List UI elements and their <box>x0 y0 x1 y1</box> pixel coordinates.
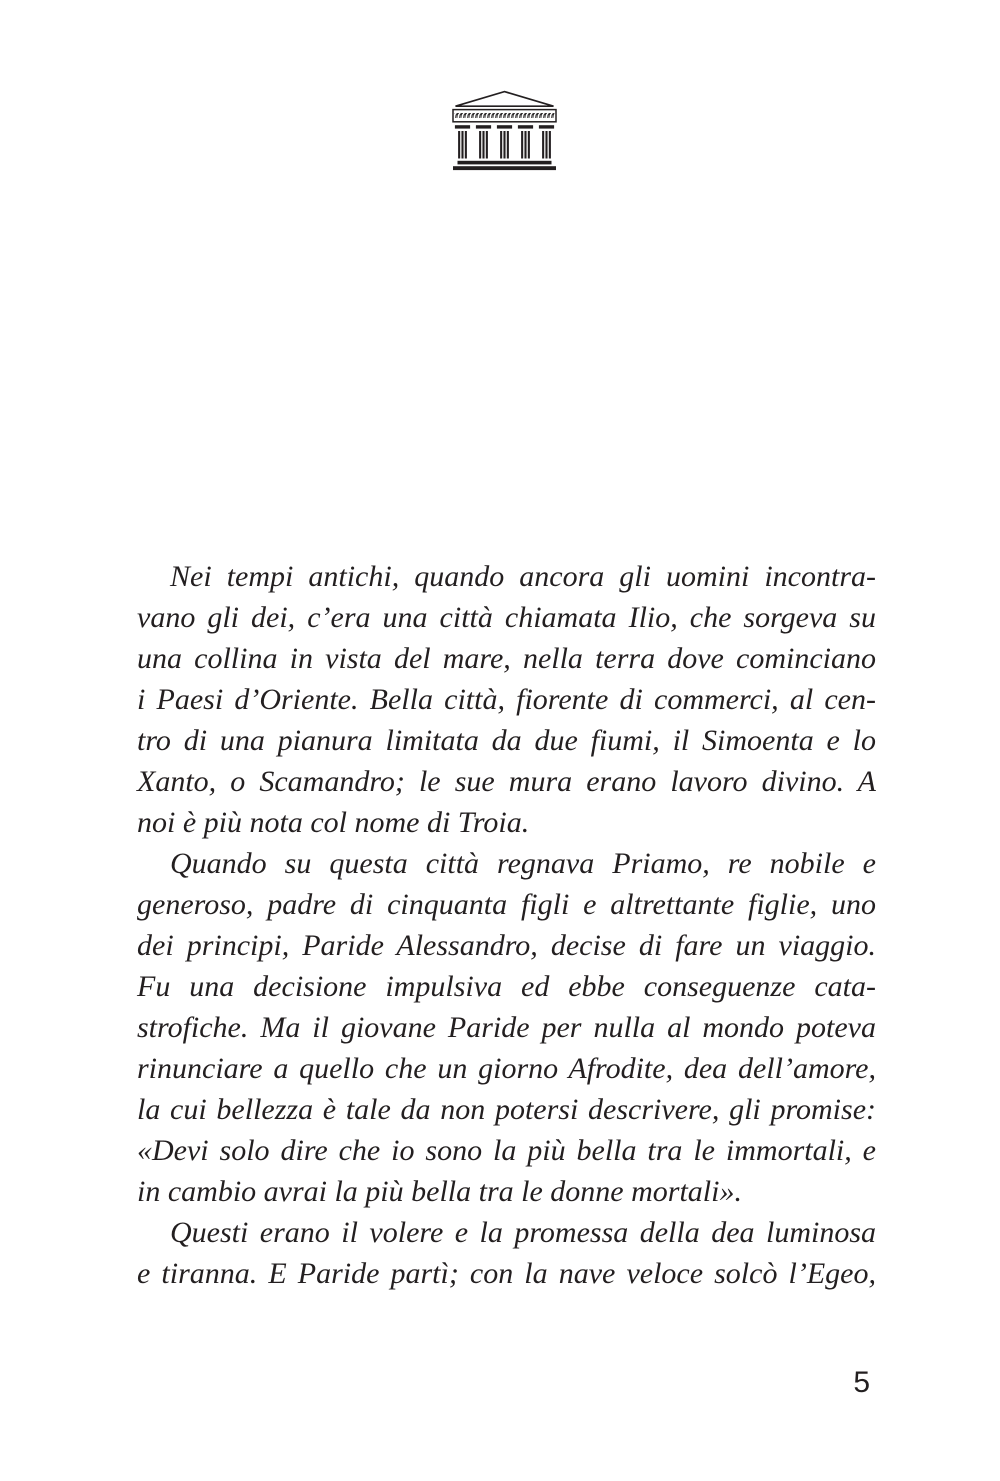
paragraph <box>137 556 876 843</box>
temple-icon <box>451 90 558 172</box>
text-line: Quando su questa città regnava Priamo, re nobile e <box>170 847 876 880</box>
text-line: tro di una pianura limitata da due fiumi, il Simoenta e lo <box>137 724 876 757</box>
text-line: «Devi solo dire che io sono la più bella tra le immortali, e <box>137 1134 876 1167</box>
text-line: Fu una decisione impulsiva ed ebbe conseguenze cata- <box>137 970 876 1003</box>
text-line: noi è più nota col nome di Troia. <box>137 806 530 839</box>
text-line: in cambio avrai la più bella tra le donne mortali». <box>137 1175 742 1208</box>
text-line: Xanto, o Scamandro; le sue mura erano lavoro divino. A <box>137 765 876 798</box>
text-line: generoso, padre di cinquanta figli e altrettante figlie, uno <box>137 888 876 921</box>
text-line: Questi erano il volere e la promessa della dea luminosa <box>170 1216 876 1249</box>
text-line: rinunciare a quello che un giorno Afrodite, dea dell’amore, <box>137 1052 876 1085</box>
body-text <box>137 556 876 1294</box>
paragraph <box>137 1212 876 1294</box>
text-line: Nei tempi antichi, quando ancora gli uomini incontra- <box>170 560 876 593</box>
text-line: i Paesi d’Oriente. Bella città, fiorente di commerci, al cen- <box>137 683 876 716</box>
paragraph <box>137 843 876 1212</box>
text-line: vano gli dei, c’era una città chiamata Ilio, che sorgeva su <box>137 601 876 634</box>
page-number: 5 <box>853 1366 870 1399</box>
text-line: una collina in vista del mare, nella terra dove cominciano <box>137 642 876 675</box>
text-line: dei principi, Paride Alessandro, decise di fare un viaggio. <box>137 929 876 962</box>
text-line: la cui bellezza è tale da non potersi descrivere, gli promise: <box>137 1093 876 1126</box>
text-line: e tiranna. E Paride partì; con la nave veloce solcò l’Egeo, <box>137 1257 876 1290</box>
text-line: strofiche. Ma il giovane Paride per nulla al mondo poteva <box>137 1011 876 1044</box>
